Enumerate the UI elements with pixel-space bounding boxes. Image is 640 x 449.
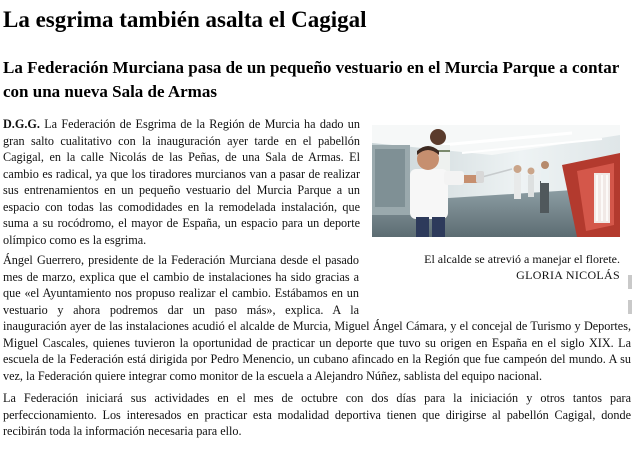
headline: La esgrima también asalta el Cagigal <box>3 7 367 32</box>
paragraph-1-text: La Federación de Esgrima de la Región de Murcia ha dado un gran salto cualitativo con la inauguración ayer tarde en el pabellón Cagigal, en la calle Nicolás de las Peñas, de una Sala de Armas. El cambio es radical, ya que los tiradores murcianos van a pasar de realizar sus entrenamientos en un pequeño vestuario del Murcia Parque a un espacio con todas las comodidades en la remodelada instalación, que suma a su rocódromo, el mayor de España, un espacio para un deporte olímpico como es la esgrima. <box>3 117 360 247</box>
article-paragraph-1 <box>3 116 360 248</box>
article-photo <box>372 125 620 237</box>
article-paragraph-2 <box>3 252 631 384</box>
scroll-edge-marker <box>628 275 632 289</box>
scroll-edge-marker <box>628 300 632 314</box>
article-paragraph-3: La Federación iniciará sus actividades en el mes de octubre con dos días para la iniciación y otros tantos para perfeccionamiento. Los interesados en practicar esta modalidad deportiva tienen que dirigirse al pabellón Cagigal, donde recibirán toda la información necesaria para ello. <box>3 391 631 438</box>
fencing-hall-photo <box>372 125 620 237</box>
byline: D.G.G. <box>3 117 40 131</box>
subheadline: La Federación Murciana pasa de un pequeño vestuario en el Murcia Parque a contar con una nueva Sala de Armas <box>3 58 619 101</box>
photo-caption: El alcalde se atrevió a manejar el florete. <box>424 252 620 266</box>
photo-credit: GLORIA NICOLÁS <box>516 268 620 282</box>
paragraph-2-text: Ángel Guerrero, presidente de la Federación Murciana desde el pasado mes de marzo, explica que el cambio de instalaciones ha sido gracias a que «el Ayuntamiento nos propuso realizar el cambio. Estábamos en un vestuario y ahora podremos dar un paso más», explica. A la inauguración ayer de las instalaciones acudió el alcalde de Murcia, Miguel Ángel Cámara, y el concejal de Turismo y Deportes, Miguel Cascales, quienes tuvieron la oportunidad de practicar un deporte que tuvo su origen en España en el siglo XIX. La escuela de la Federación está dirigida por Pedro Menencio, un cubano afincado en la Región que fue campeón del mundo. A su vez, la Federación quiere integrar como monitor de la escuela a Alejandro Núñez, sablista del equipo nacional. <box>3 253 631 383</box>
